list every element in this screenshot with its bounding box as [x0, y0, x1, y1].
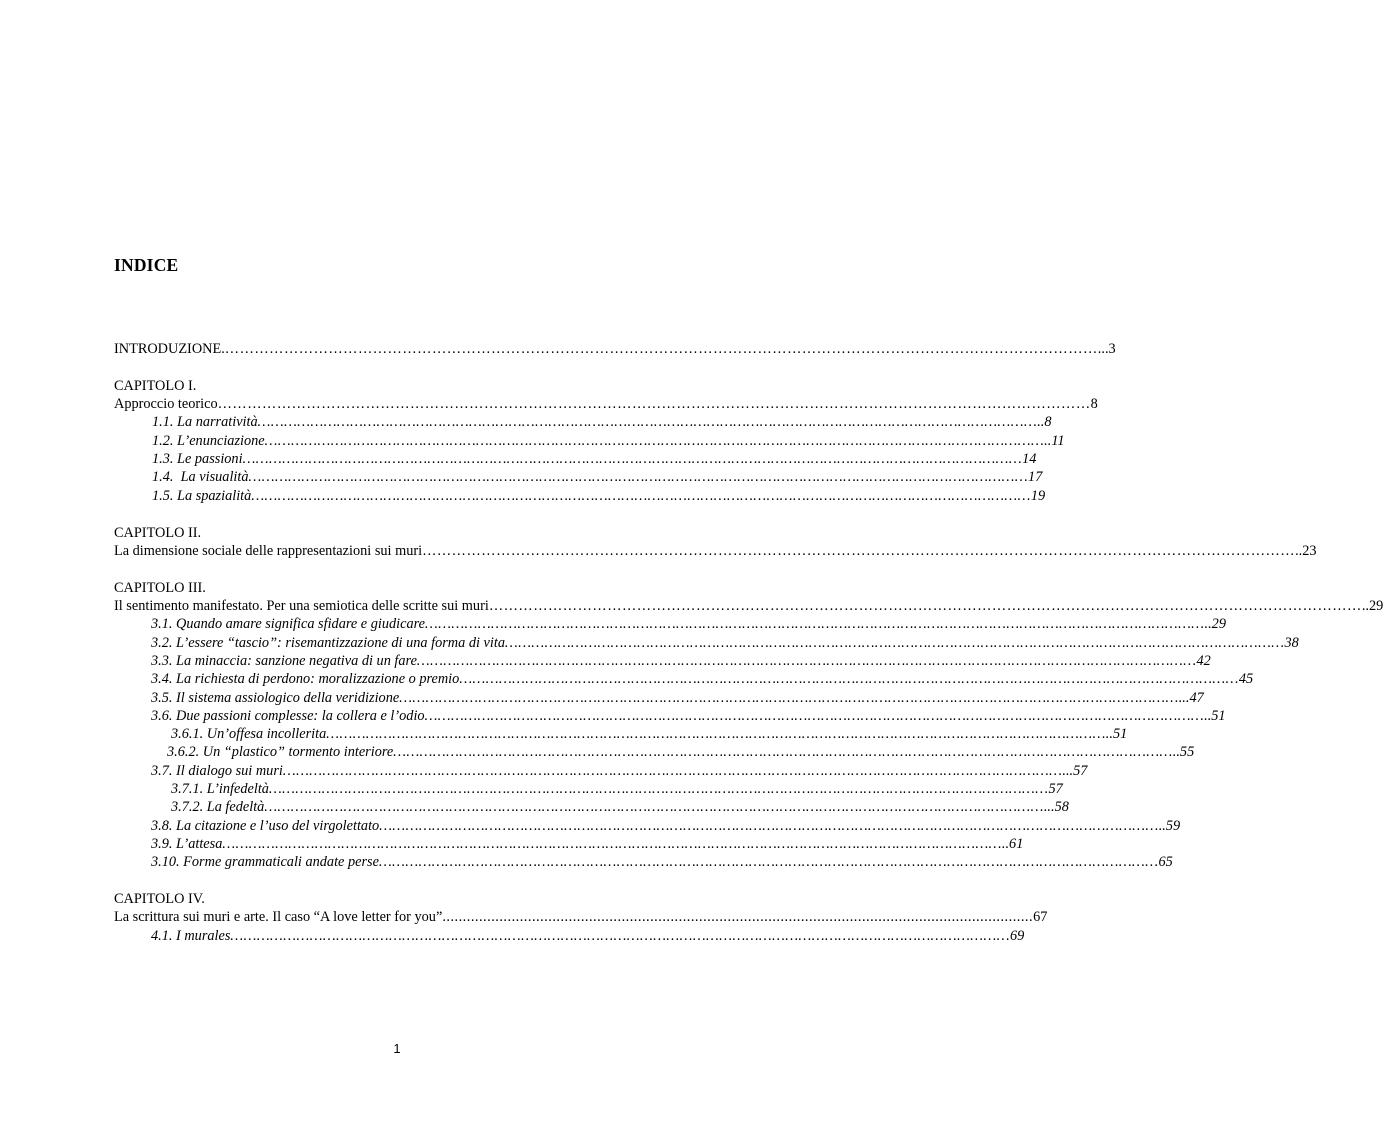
toc-entry-chapter[interactable]: [114, 395, 1098, 413]
toc-entry-section[interactable]: [114, 689, 1204, 707]
toc-entry-page: 14: [1022, 451, 1037, 468]
toc-entry-title: 3.6.1. Un’offesa incollerita: [171, 726, 327, 743]
toc-leader-dots: ……………………………………………………………………………………………………………………………………………………………: [393, 744, 1173, 761]
toc-leader-dots: ……………………………………………………………………………………………………………………………………………………………: [222, 835, 1002, 852]
toc-entry-section[interactable]: [114, 432, 1065, 450]
toc-entry-title: 3.7. Il dialogo sui muri: [151, 762, 283, 779]
toc-entry-introduzione[interactable]: [114, 340, 1116, 358]
toc-entry-title: 3.7.2. La fedeltà: [171, 799, 265, 816]
toc-entry-title: Approccio teorico: [114, 396, 218, 413]
chapter-label: CAPITOLO IV.: [114, 891, 205, 908]
toc-leader-dots: ……………………………………………………………………………………………………………………………………………………………: [248, 469, 1029, 486]
toc-entry-section[interactable]: [114, 652, 1211, 670]
toc-entry-chapter[interactable]: [114, 908, 1048, 926]
page-title: INDICE: [114, 255, 179, 275]
toc-entry-title: Il sentimento manifestato. Per una semiotica delle scritte sui muri: [114, 598, 489, 615]
toc-entry-title: 3.7.1. L’infedeltà: [171, 781, 269, 798]
toc-entry-section[interactable]: [114, 487, 1046, 505]
toc-entry-title: 3.3. La minaccia: sanzione negativa di un fare: [151, 652, 417, 669]
toc-entry-chapter[interactable]: [114, 597, 1383, 615]
toc-leader-dots: ……………………………………………………………………………………………………………………………………………………………: [399, 689, 1179, 706]
toc-entry-subsection[interactable]: [114, 798, 1069, 816]
toc-leader-dots: ……………………………………………………………………………………………………………………………………………………………: [264, 432, 1045, 449]
toc-entry-title: 3.2. L’essere “tascio”: risemantizzazione di una forma di vita: [151, 634, 505, 651]
toc-entry-title: INTRODUZIONE.: [114, 341, 225, 357]
toc-entry-page: ...47: [1178, 689, 1204, 706]
toc-entry-page: ..59: [1158, 817, 1181, 834]
toc-entry-page: ..51: [1204, 707, 1226, 724]
toc-entry-page: ..55: [1172, 744, 1195, 761]
toc-entry-page: 19: [1030, 487, 1046, 504]
toc-leader-dots: ……………………………………………………………………………………………………………………………………………………………: [251, 487, 1031, 504]
toc-entry-subsection[interactable]: [114, 743, 1195, 761]
toc-entry-title: 3.6.2. Un “plastico” tormento interiore: [167, 744, 394, 761]
toc-entry-section[interactable]: [114, 450, 1037, 468]
toc-leader-dots: ……………………………………………………………………………………………………………………………………………………………: [268, 781, 1049, 798]
toc-entry-section[interactable]: [114, 634, 1299, 652]
toc-leader-dots: ……………………………………………………………………………………………………………………………………………………………: [425, 616, 1205, 633]
toc-leader-dots: ……………………………………………………………………………………………………………………………………………………………: [488, 598, 1362, 615]
page-number: 1: [393, 1041, 401, 1056]
toc-leader-dots: .................................................................................................................................................: [442, 909, 1034, 926]
toc-leader-dots: ……………………………………………………………………………………………………………………………………………………………: [282, 762, 1063, 779]
toc-leader-dots: ……………………………………………………………………………………………………………………………………………………………: [424, 707, 1205, 724]
toc-entry-title: 3.4. La richiesta di perdono: moralizzazione o premio: [151, 671, 460, 688]
toc-entry-title: 1.2. L’enunciazione: [152, 432, 265, 449]
toc-entry-section[interactable]: [114, 835, 1024, 853]
chapter-label: CAPITOLO III.: [114, 579, 206, 596]
toc-entry-subsection[interactable]: [114, 725, 1128, 743]
toc-entry-section[interactable]: [114, 762, 1088, 780]
toc-entry-page: ...3: [1097, 341, 1116, 357]
toc-leader-dots: ……………………………………………………………………………………………………………………………………………………………: [326, 726, 1106, 743]
toc-entry-page: 17: [1028, 469, 1043, 486]
toc-entry-section[interactable]: [114, 853, 1173, 871]
toc-entry-page: 57: [1048, 781, 1063, 798]
toc-entry-section[interactable]: [114, 413, 1052, 431]
toc-entry-section[interactable]: [114, 707, 1226, 725]
toc-entry-title: 1.5. La spazialità: [152, 487, 252, 504]
toc-entry-page: ..23: [1295, 542, 1317, 559]
toc-entry-page: 8: [1090, 396, 1098, 413]
toc-leader-dots: ……………………………………………………………………………………………………………………………………………………………: [264, 799, 1044, 816]
toc-entry-title: La dimensione sociale delle rappresentazioni sui muri: [114, 542, 423, 559]
toc-leader-dots: ……………………………………………………………………………………………………………………………………………………………: [416, 652, 1197, 669]
toc-entry-section[interactable]: [114, 468, 1043, 486]
toc-entry-section[interactable]: [114, 615, 1226, 633]
toc-entry-page: 65: [1158, 854, 1173, 871]
toc-entry-page: 38: [1284, 634, 1299, 651]
toc-entry-subsection[interactable]: [114, 780, 1063, 798]
toc-entry-title: La scrittura sui muri e arte. Il caso “A love letter for you”: [114, 909, 443, 926]
toc-entry-page: ..29: [1204, 616, 1226, 633]
toc-entry-page: ..8: [1037, 414, 1052, 431]
toc-entry-page: ..61: [1001, 835, 1024, 852]
table-of-contents: [114, 340, 1383, 945]
toc-entry-title: 3.9. L’attesa: [151, 835, 223, 852]
toc-entry-title: 1.3. Le passioni: [152, 451, 243, 468]
toc-entry-page: ..29: [1361, 598, 1383, 615]
toc-leader-dots: ……………………………………………………………………………………………………………………………………………………………: [230, 927, 1010, 944]
toc-leader-dots: ……………………………………………………………………………………………………………………………………………………………: [422, 542, 1296, 559]
toc-entry-page: 42: [1196, 652, 1211, 669]
toc-leader-dots: ……………………………………………………………………………………………………………………………………………………………: [459, 671, 1239, 688]
toc-entry-page: 67: [1033, 909, 1048, 926]
toc-leader-dots: ……………………………………………………………………………………………………………………………………………………………: [217, 396, 1091, 413]
toc-entry-page: ..11: [1044, 432, 1065, 449]
toc-entry-title: 1.4. La visualità: [152, 469, 249, 486]
toc-entry-page: ..51: [1105, 726, 1128, 743]
toc-entry-title: 4.1. I murales: [151, 927, 231, 944]
toc-entry-chapter[interactable]: [114, 542, 1317, 560]
toc-entry-section[interactable]: [114, 670, 1254, 688]
toc-entry-title: 1.1. La narratività: [152, 414, 258, 431]
chapter-label: CAPITOLO II.: [114, 524, 202, 541]
toc-entry-section[interactable]: [114, 927, 1025, 945]
toc-leader-dots: ……………………………………………………………………………………………………………………………………………………………: [224, 341, 1098, 357]
toc-entry-title: 3.10. Forme grammaticali andate perse: [151, 854, 379, 871]
toc-leader-dots: ……………………………………………………………………………………………………………………………………………………………: [257, 414, 1038, 431]
chapter-label: CAPITOLO I.: [114, 377, 197, 394]
toc-entry-section[interactable]: [114, 817, 1181, 835]
toc-entry-title: 3.1. Quando amare significa sfidare e giudicare: [151, 616, 425, 633]
toc-entry-title: 3.5. Il sistema assiologico della veridizione: [151, 689, 400, 706]
toc-entry-title: 3.8. La citazione e l’uso del virgolettato: [151, 817, 380, 834]
toc-entry-page: 69: [1009, 927, 1025, 944]
toc-leader-dots: ……………………………………………………………………………………………………………………………………………………………: [504, 634, 1285, 651]
toc-entry-title: 3.6. Due passioni complesse: la collera e l’odio: [151, 707, 425, 724]
toc-entry-page: 45: [1238, 671, 1254, 688]
toc-leader-dots: ……………………………………………………………………………………………………………………………………………………………: [242, 451, 1023, 468]
toc-entry-page: ...57: [1062, 762, 1088, 779]
toc-entry-page: ...58: [1043, 799, 1069, 816]
toc-leader-dots: ……………………………………………………………………………………………………………………………………………………………: [378, 854, 1159, 871]
toc-leader-dots: ……………………………………………………………………………………………………………………………………………………………: [379, 817, 1159, 834]
